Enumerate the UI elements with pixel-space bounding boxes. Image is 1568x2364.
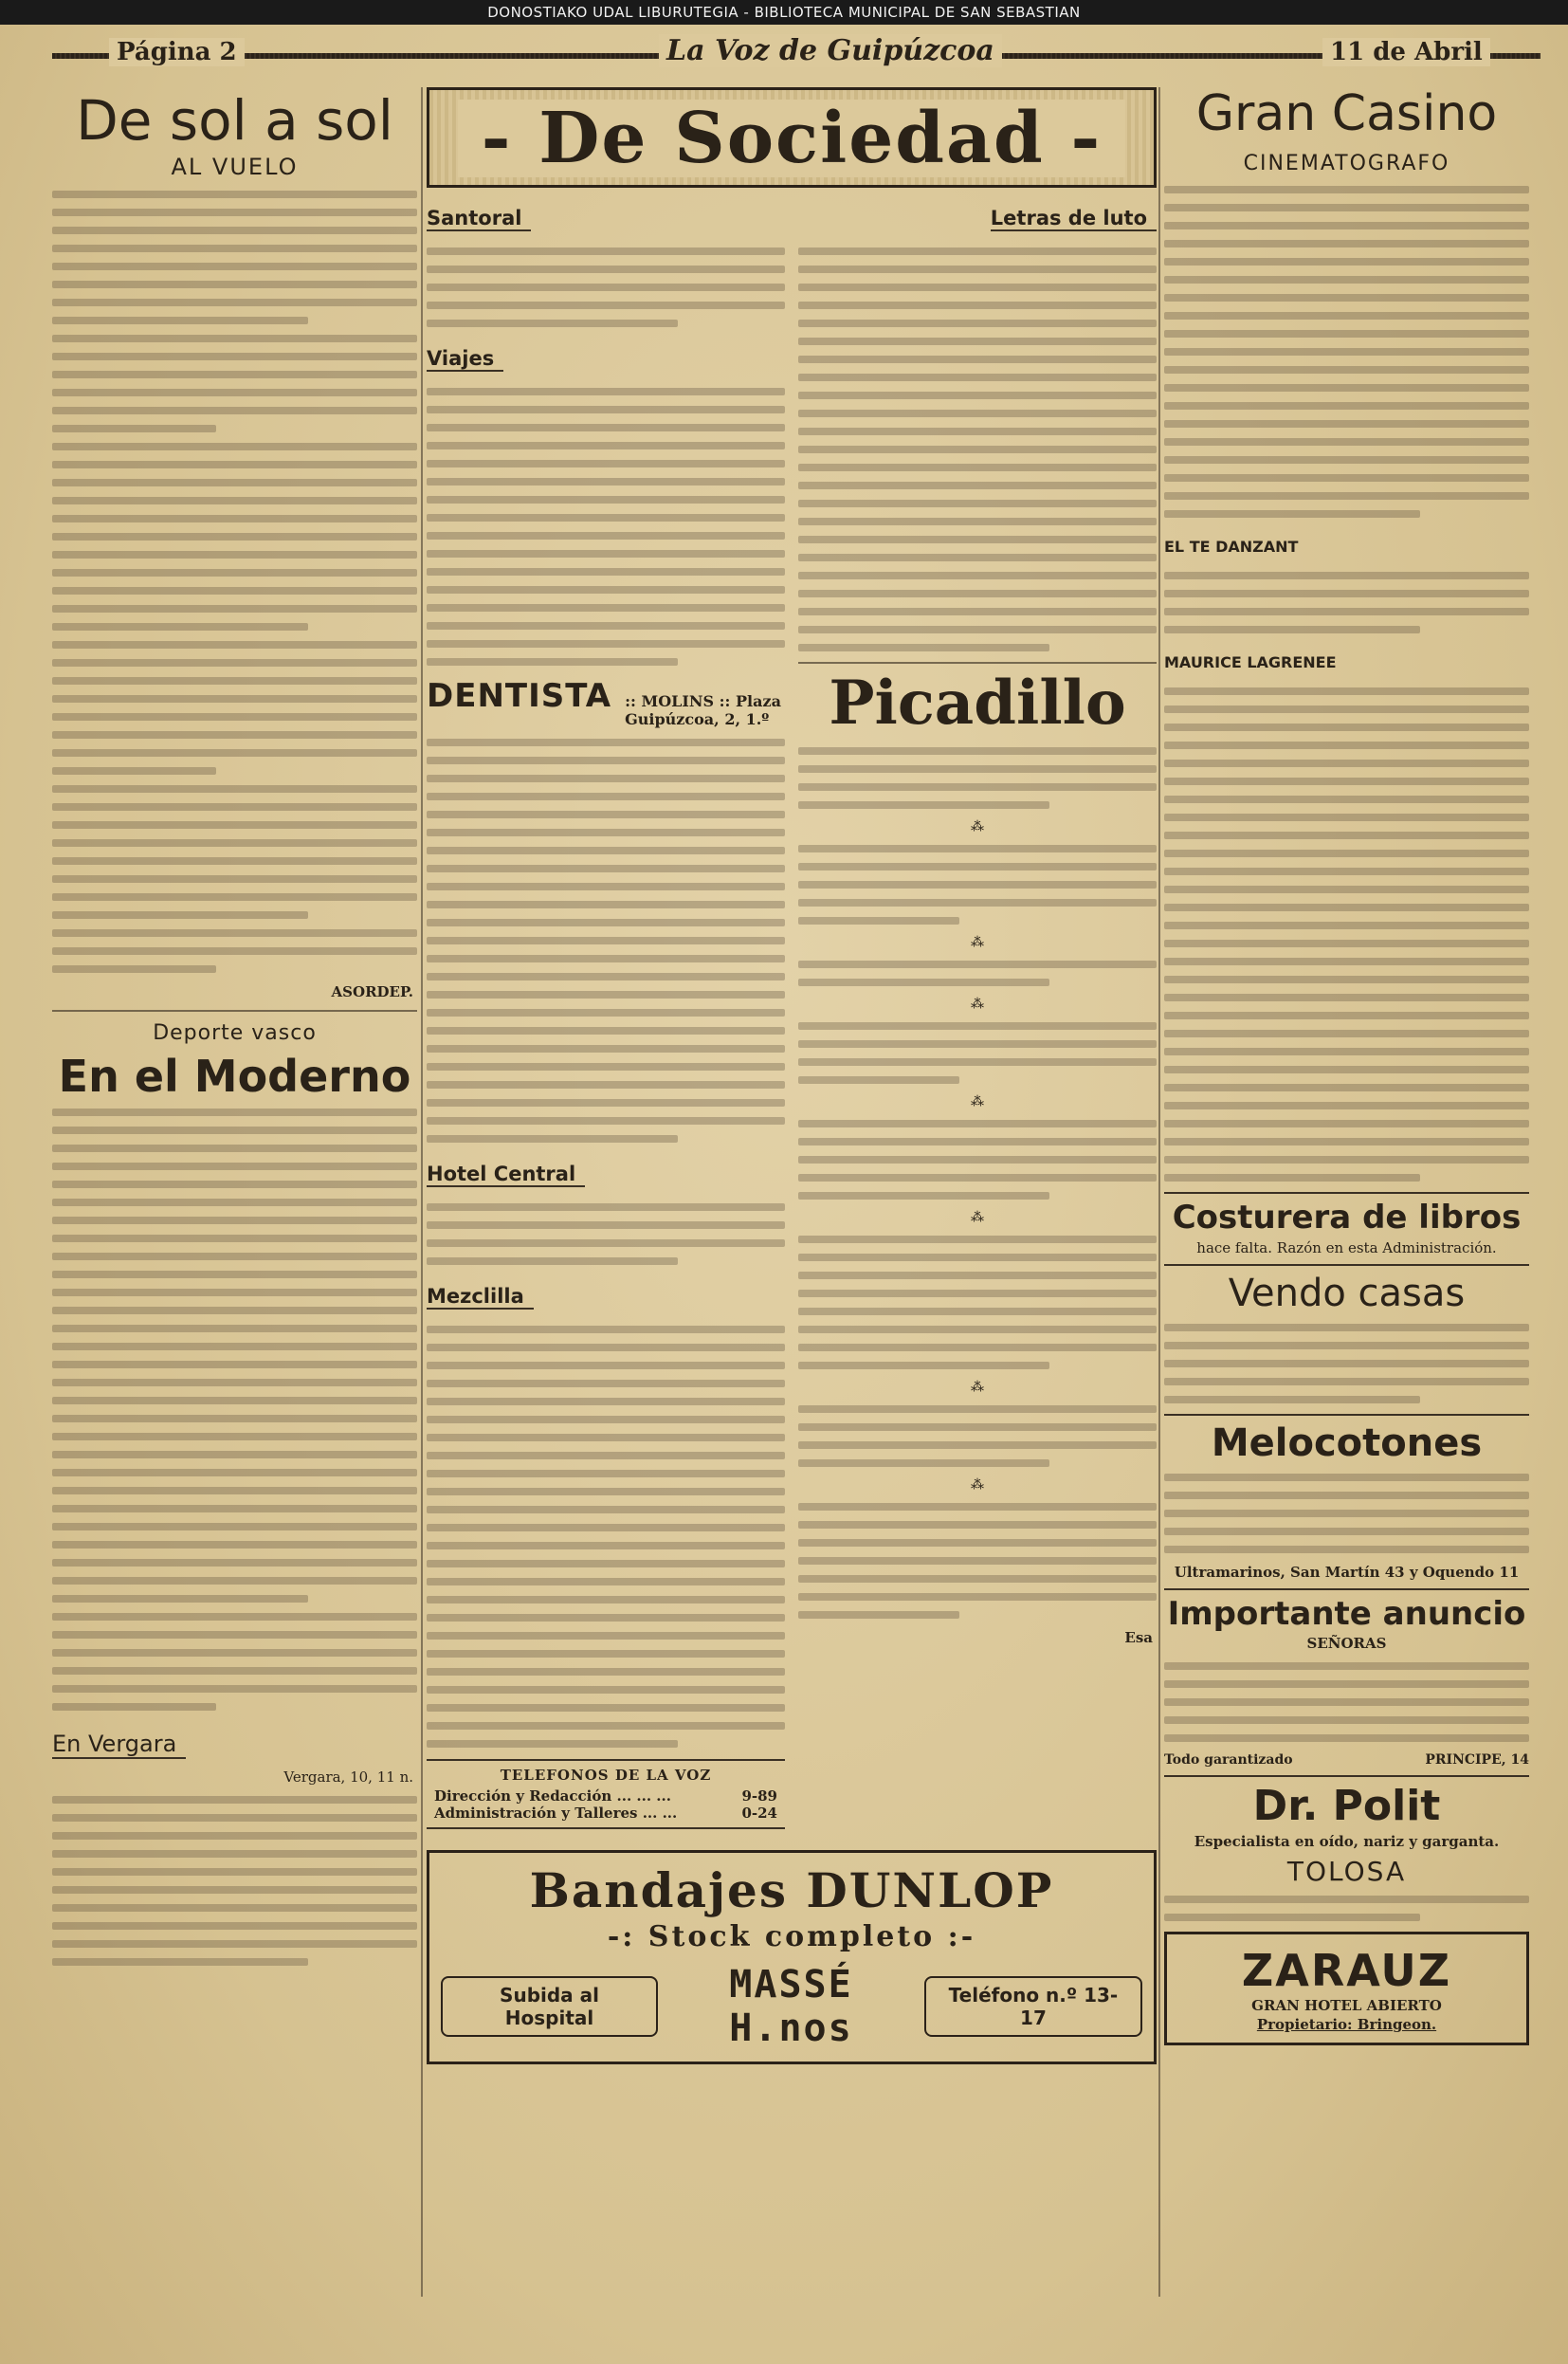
article-body [798, 1236, 1157, 1369]
al-vuelo-subtitle: AL VUELO [171, 154, 299, 180]
article-body [798, 747, 1157, 809]
zarauz-ad [1164, 1932, 1529, 2045]
telefonos-value: 9-89 [741, 1787, 777, 1805]
zarauz-title: ZARAUZ [1241, 1944, 1452, 1996]
ornament-icon: ⁂ [971, 1210, 984, 1225]
melocotones-footer: Ultramarinos, San Martín 43 y Oquendo 11 [1174, 1563, 1520, 1581]
article-body [1164, 1324, 1529, 1403]
article-body [52, 1796, 417, 1966]
picadillo-signature: Esa [1124, 1629, 1153, 1646]
article-body [1164, 1474, 1529, 1553]
cinematografo-subtitle: CINEMATOGRAFO [1243, 152, 1450, 175]
picadillo-title: Picadillo [829, 668, 1126, 739]
vendo-casas-title: Vendo casas [1228, 1271, 1466, 1315]
dentista-title: DENTISTA [427, 677, 612, 715]
ornament-icon: ⁂ [971, 935, 984, 950]
article-body [798, 247, 1157, 651]
column-rule [421, 87, 423, 2297]
column-rule [1158, 87, 1160, 2297]
dunlop-subtitle: -: Stock completo :- [607, 1920, 976, 1954]
dr-polit-text: Especialista en oído, nariz y garganta. [1194, 1832, 1500, 1850]
telefonos-title: TELEFONOS DE LA VOZ [500, 1767, 712, 1785]
archive-banner: DONOSTIAKO UDAL LIBURUTEGIA - BIBLIOTECA MUNICIPAL DE SAN SEBASTIAN [0, 0, 1568, 25]
gran-casino-title: Gran Casino [1195, 85, 1498, 142]
dunlop-title: Bandajes DUNLOP [529, 1862, 1054, 1919]
de-sociedad-title: - De Sociedad - [458, 100, 1125, 177]
zarauz-subtitle: GRAN HOTEL ABIERTO [1251, 1997, 1442, 2015]
divider [1164, 1775, 1529, 1777]
mezclilla-head: Mezclilla [427, 1285, 534, 1310]
dunlop-ad [427, 1850, 1157, 2064]
middle-column [427, 87, 1157, 2298]
divider [1164, 1414, 1529, 1416]
article-body [1164, 1662, 1529, 1742]
molins-address: :: MOLINS :: Plaza Guipúzcoa, 2, 1.º [625, 692, 781, 729]
article-body [427, 388, 785, 666]
article-body [798, 1120, 1157, 1200]
santoral-head: Santoral [427, 207, 531, 231]
masse-brand: MASSÉ H.nos [729, 1963, 853, 2051]
dentista-ad [427, 677, 785, 728]
viajes-head: Viajes [427, 347, 503, 372]
deporte-vasco-head: Deporte vasco [153, 1021, 317, 1045]
article-body [798, 1503, 1157, 1619]
middle-two-columns [427, 197, 1157, 1841]
article-body [798, 961, 1157, 986]
vergara-dateline: Vergara, 10, 11 n. [283, 1768, 413, 1786]
importante-footer-right: PRINCIPE, 14 [1425, 1752, 1529, 1768]
importante-subtitle: SEÑORAS [1306, 1635, 1387, 1653]
costurera-text: hace falta. Razón en esta Administración. [1196, 1238, 1497, 1256]
telefonos-label: Dirección y Redacción ... ... ... [434, 1787, 671, 1805]
article-body [1164, 572, 1529, 633]
telefonos-row [434, 1787, 777, 1805]
ornament-icon: ⁂ [971, 1380, 984, 1395]
dunlop-row [441, 1963, 1142, 2050]
left-column [52, 87, 417, 2298]
telefonos-value: 0-24 [741, 1805, 777, 1823]
ornament-icon: ⁂ [971, 1477, 984, 1493]
en-vergara-head: En Vergara [52, 1731, 186, 1759]
issue-date: 11 de Abril [1322, 38, 1490, 66]
importante-anuncio-title: Importante anuncio [1167, 1594, 1526, 1633]
divider [1164, 1588, 1529, 1590]
maurice-head: MAURICE LAGRENEE [1164, 653, 1337, 671]
article-body [52, 191, 417, 973]
telefonos-row [434, 1805, 777, 1822]
signature: ASORDEP. [331, 983, 413, 1000]
de-sol-a-sol-title: De sol a sol [76, 88, 393, 153]
article-body [1164, 687, 1529, 1182]
hospital-label: Subida al Hospital [441, 1976, 658, 2037]
middle-left-subcolumn [427, 197, 785, 1841]
divider [1164, 1264, 1529, 1266]
melocotones-title: Melocotones [1211, 1420, 1483, 1465]
ornament-icon: ⁂ [971, 819, 984, 834]
article-body [427, 1326, 785, 1748]
telefonos-label: Administración y Talleres ... ... [434, 1805, 678, 1823]
de-sociedad-banner [427, 87, 1157, 188]
divider [52, 1010, 417, 1012]
middle-right-subcolumn [798, 197, 1157, 1841]
telefonos-box [427, 1759, 785, 1829]
article-body [798, 1405, 1157, 1467]
phone-label: Teléfono n.º 13-17 [924, 1976, 1142, 2037]
article-body [427, 247, 785, 327]
divider [1164, 1192, 1529, 1194]
letras-de-luto-head: Letras de luto [991, 207, 1157, 231]
letras-head-wrap [798, 197, 1157, 237]
importante-footer-left: Todo garantizado [1164, 1752, 1293, 1768]
paper-name: La Voz de Guipúzcoa [659, 34, 1002, 67]
article-body [798, 1022, 1157, 1084]
divider [798, 662, 1157, 664]
te-danzant-head: EL TE DANZANT [1164, 538, 1299, 556]
costurera-title: Costurera de libros [1172, 1199, 1522, 1237]
ornament-icon: ⁂ [971, 1094, 984, 1109]
article-body [52, 1109, 417, 1711]
en-el-moderno-title: En el Moderno [58, 1051, 411, 1102]
dr-polit-title: Dr. Polit [1252, 1782, 1441, 1831]
masthead [52, 32, 1541, 74]
tolosa-title: TOLOSA [1286, 1855, 1407, 1887]
article-body [1164, 1896, 1529, 1921]
page-number: Página 2 [109, 38, 245, 66]
importante-footer [1164, 1752, 1529, 1768]
article-body [798, 845, 1157, 925]
article-body [427, 1203, 785, 1265]
article-body [1164, 186, 1529, 518]
article-body [427, 739, 785, 1143]
ornament-icon: ⁂ [971, 997, 984, 1012]
zarauz-owner: Propietario: Bringeon. [1256, 2016, 1437, 2034]
hotel-central-head: Hotel Central [427, 1163, 585, 1187]
right-column [1164, 87, 1529, 2298]
